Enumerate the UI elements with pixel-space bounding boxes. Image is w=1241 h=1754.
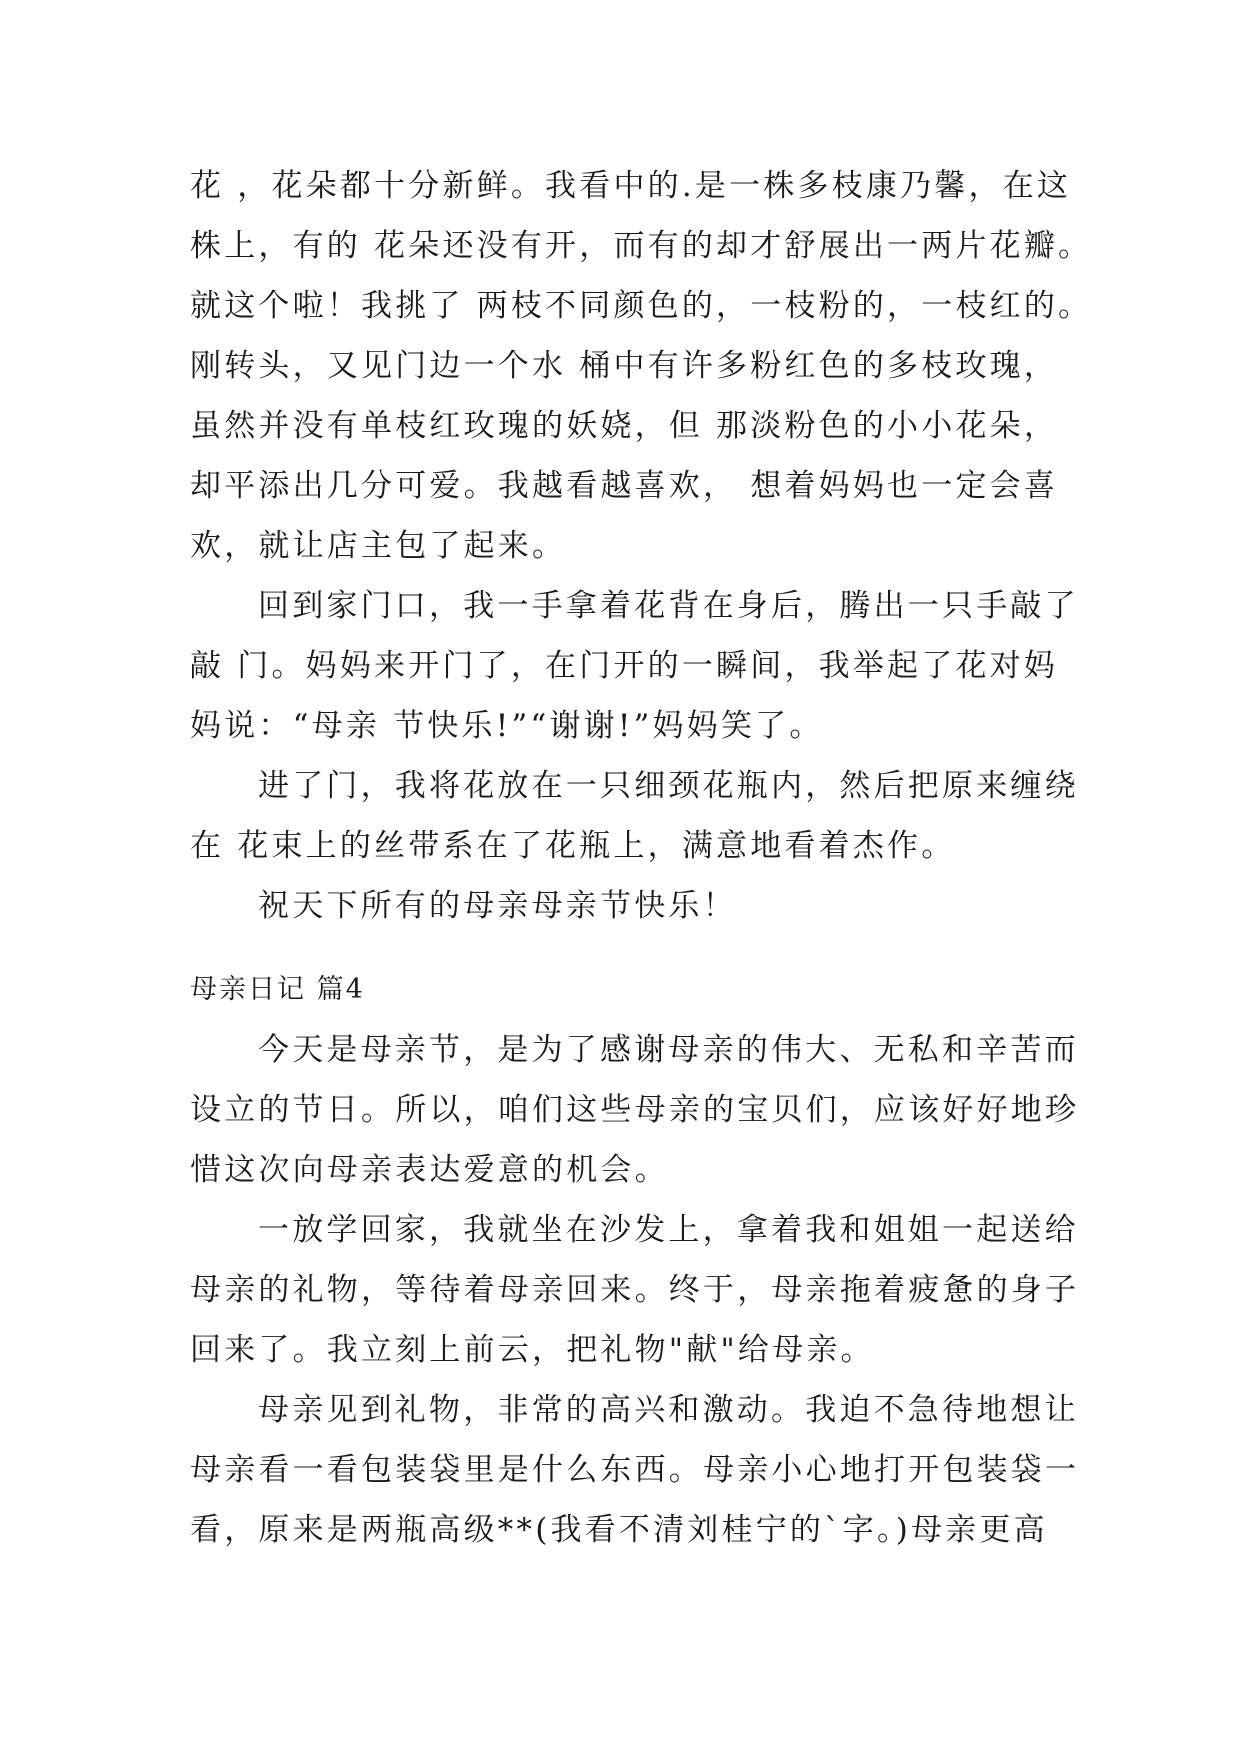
text-line: 回到家门口，我一手拿着花背在身后，腾出一只手敲了 [258,588,1079,624]
text-line: 在 花束上的丝带系在了花瓶上，满意地看着杰作。 [190,828,956,864]
text-line: 母亲的礼物，等待着母亲回来。终于，母亲拖着疲惫的身子 [190,1272,1080,1308]
text-line: 今天是母亲节，是为了感谢母亲的伟大、无私和辛苦而 [258,1032,1079,1068]
text-line: 看，原来是两瓶高级**(我看不清刘桂宁的`字。)母亲更高 [190,1512,1048,1548]
text-line: 刚转头，又见门边一个水 桶中有许多粉红色的多枝玫瑰， [190,348,1059,384]
text-line: 进了门，我将花放在一只细颈花瓶内，然后把原来缠绕 [258,768,1079,804]
paragraph-arrive-home [190,576,1079,756]
text-line: 欢，就让店主包了起来。 [190,528,567,564]
text-line: 花 ，花朵都十分新鲜。我看中的.是一株多枝康乃馨，在这 [190,168,1072,204]
text-line: 就这个啦！我挑了 两枝不同颜色的，一枝粉的，一枝红的。 [190,288,1093,324]
paragraph-wishes [190,876,1070,936]
text-line: 回来了。我立刻上前云，把礼物"献"给母亲。 [190,1332,875,1368]
text-line: 设立的节日。所以，咱们这些母亲的宝贝们，应该好好地珍 [190,1092,1080,1128]
paragraph-waiting-gift [190,1200,1080,1380]
section-heading: 母亲日记 篇4 [190,974,365,1005]
paragraph-vase [190,756,1079,876]
text-line: 株上，有的 花朵还没有开，而有的却才舒展出一两片花瓣。 [190,228,1093,264]
text-line: 妈说：“母亲 节快乐!”“谢谢!”妈妈笑了。 [190,708,824,744]
paragraph-mothers-day-intro [190,1020,1080,1200]
text-line: 母亲看一看包装袋里是什么东西。母亲小心地打开包装袋一 [190,1452,1080,1488]
text-line: 母亲见到礼物，非常的高兴和激动。我迫不急待地想让 [258,1392,1079,1428]
document-page [190,156,1093,1560]
text-line: 祝天下所有的母亲母亲节快乐！ [258,888,737,924]
text-line: 惜这次向母亲表达爱意的机会。 [190,1152,669,1188]
text-line: 虽然并没有单枝红玫瑰的妖娆，但 那淡粉色的小小花朵， [190,408,1059,444]
text-line: 一放学回家，我就坐在沙发上，拿着我和姐姐一起送给 [258,1212,1079,1248]
text-line: 敲 门。妈妈来开门了，在门开的一瞬间，我举起了花对妈 [190,648,1059,684]
paragraph-mother-reaction [190,1380,1080,1560]
text-line: 却平添出几分可爱。我越看越喜欢， 想着妈妈也一定会喜 [190,468,1059,504]
section-spacer [190,936,1070,960]
paragraph-flower-shop [190,156,1093,576]
